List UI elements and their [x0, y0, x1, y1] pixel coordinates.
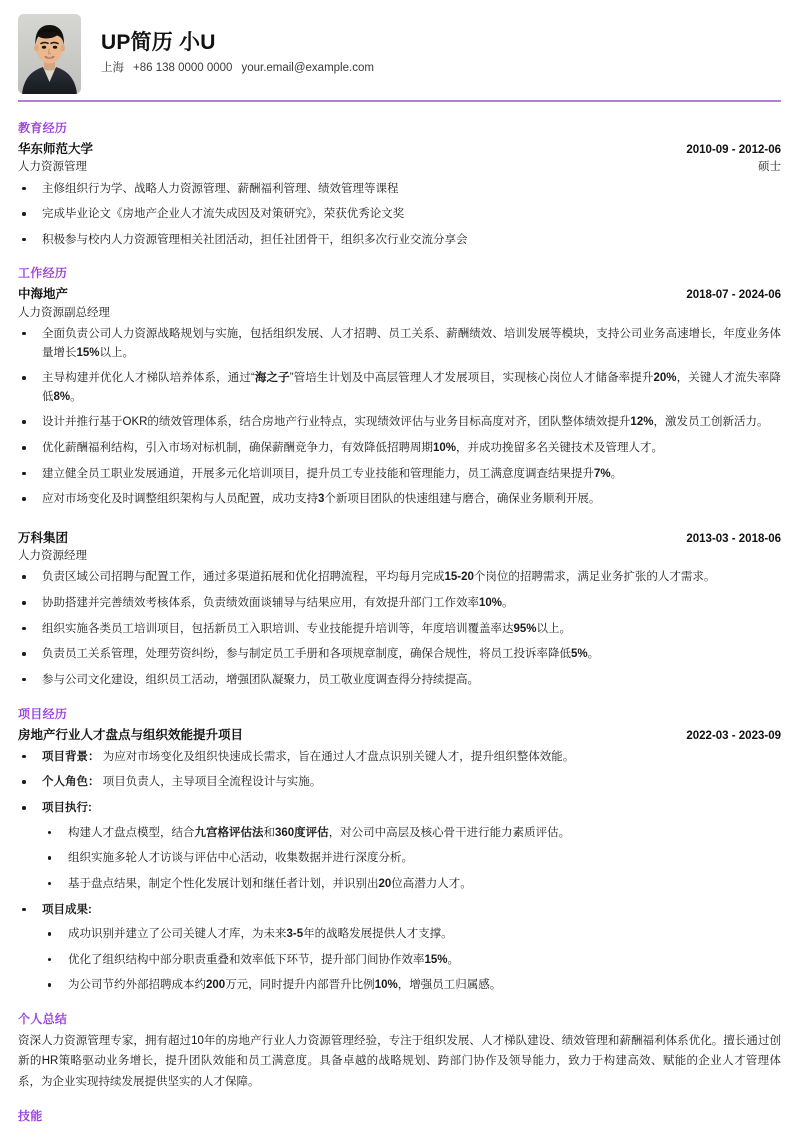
entry-spacer [18, 516, 781, 529]
highlight-text: 3 [318, 493, 325, 506]
highlight-text: 200 [206, 979, 226, 992]
work-entry [18, 529, 781, 690]
highlight-text: 15% [76, 346, 100, 359]
body-text: 。 [447, 953, 460, 966]
education-entry [18, 140, 781, 249]
body-text: 建立健全员工职业发展通道，开展多元化培训项目，提升员工专业技能和管理能力，员工满意度调查结果提升 [42, 467, 594, 480]
highlight-text: 10% [479, 597, 503, 609]
section-title-skills: 技能 [18, 1109, 43, 1124]
list-item [18, 568, 781, 587]
page-title: UP简历 小U [101, 30, 216, 54]
body-text: 为公司节约外部招聘成本约 [68, 979, 206, 992]
highlight-text: 3-5 [286, 928, 304, 941]
list-item [18, 413, 781, 432]
project-bullets [18, 748, 781, 995]
body-text: 为应对市场变化及组织快速成长需求，旨在通过人才盘点识别关键人才，提升组织整体效能。 [99, 750, 575, 763]
work-dates: 2013-03 - 2018-06 [686, 532, 781, 545]
list-item: 主修组织行为学、战略人力资源管理、薪酬福利管理、绩效管理等课程 [18, 180, 781, 199]
sub-bullets [42, 824, 781, 894]
body-text: 。 [587, 648, 600, 661]
list-item [42, 925, 781, 944]
section-title-summary: 个人总结 [18, 1012, 68, 1026]
list-item [18, 620, 781, 639]
list-item: 积极参与校内人力资源管理相关社团活动，担任社团骨干，组织多次行业交流分享会 [18, 231, 781, 250]
body-text: 优化薪酬福利结构，引入市场对标机制，确保薪酬竞争力，有效降低招聘周期 [42, 442, 433, 454]
highlight-text: 15-20 [444, 571, 474, 584]
contact-email: your.email@example.com [241, 61, 374, 74]
project-entry-head [18, 726, 781, 745]
body-text: 设计并推行基于OKR的绩效管理体系，结合房地产行业特点，实现绩效评估与业务目标高度对齐，团队整体绩效提升 [42, 416, 631, 429]
body-text: 构建人才盘点模型，结合 [68, 826, 195, 839]
project-entry [18, 726, 781, 996]
summary-paragraph: 资深人力资源管理专家，拥有超过10年的房地产行业人力资源管理经验，专注于组织发展、人才梯队建设、绩效管理和薪酬福利体系优化。擅长通过创新的HR策略驱动业务增长，提升团队效能和员工满意度。具备卓越的战略规划、跨部门协作及领导能力，致力于构建高效、赋能的企业人才管理体系，为企业实现持续发展提供坚实的人才保障。 [18, 1035, 781, 1088]
body-text: ，对公司中高层及核心骨干进行能力素质评估。 [328, 826, 571, 839]
summary-block [18, 1031, 781, 1092]
highlight-text: 12% [630, 416, 654, 429]
header-divider [18, 100, 781, 102]
highlight-text: 95% [513, 622, 537, 635]
education-role-line [18, 159, 781, 176]
body-text: ，激发员工创新活力。 [653, 416, 769, 429]
list-item: 完成毕业论文《房地产企业人才流失成因及对策研究》，荣获优秀论文奖 [18, 205, 781, 224]
list-item [18, 594, 781, 613]
body-text: ，关键人才流失率降低 [42, 372, 782, 403]
highlight-text: 7% [594, 467, 611, 480]
body-text: 个新项目团队的快速组建与磨合，确保业务顺利开展。 [324, 493, 601, 506]
body-text: 位高潜力人才。 [391, 877, 472, 890]
body-text: 以上。 [99, 346, 135, 359]
list-item [18, 439, 781, 458]
list-item [42, 849, 781, 868]
section-title-projects: 项目经历 [18, 706, 68, 721]
body-text: 成功识别并建立了公司关键人才库，为未来 [68, 928, 287, 941]
work-entry-head [18, 285, 781, 304]
work-role-line [18, 305, 781, 322]
body-text: 基于盘点结果，制定个性化发展计划和继任者计划，并识别出 [68, 877, 379, 890]
highlight-text: 项目执行: [42, 802, 92, 814]
section-title-work: 工作经历 [18, 266, 68, 281]
education-bullets [18, 180, 781, 250]
highlight-text: 九宫格评估法 [194, 826, 264, 839]
list-item [18, 465, 781, 484]
highlight-text: 海之子 [254, 372, 290, 385]
body-text: 以上。 [536, 622, 572, 635]
body-text: 个岗位的招聘需求，满足业务扩张的人才需求。 [473, 571, 716, 584]
list-item [42, 951, 781, 970]
body-text: 。 [502, 597, 514, 609]
list-item [18, 325, 781, 362]
work-org: 中海地产 [18, 287, 69, 302]
project-dates: 2022-03 - 2023-09 [686, 729, 781, 742]
body-text: 全面负责公司人力资源战略规划与实施，包括组织发展、人才招聘、员工关系、薪酬绩效、培训发展等模块，支持公司业务高速增长，年度业务体量增长 [42, 327, 781, 359]
list-item [42, 875, 781, 894]
body-text: 应对市场变化及时调整组织架构与人员配置，成功支持 [42, 493, 318, 506]
list-item [42, 824, 781, 843]
resume-header [0, 0, 799, 94]
work-dates: 2018-07 - 2024-06 [686, 289, 781, 302]
body-text: 主导构建并优化人才梯队培养体系，通过“ [42, 372, 255, 385]
list-item [18, 773, 781, 792]
list-item [18, 645, 781, 664]
header-text [101, 32, 374, 77]
education-major: 人力资源管理 [18, 161, 87, 174]
body-text: 组织实施各类员工培训项目，包括新员工入职培训、专业技能提升培训等，年度培训覆盖率达 [42, 622, 514, 635]
body-text: 万元，同时提升内部晋升比例 [225, 979, 375, 992]
avatar-photo-icon [18, 14, 81, 94]
work-entry-head [18, 529, 781, 548]
contact-line [101, 63, 374, 75]
list-item [42, 976, 781, 995]
highlight-text: 10% [374, 979, 398, 992]
highlight-text: 15% [424, 953, 448, 966]
list-item [18, 799, 781, 894]
education-degree: 硕士 [758, 161, 781, 174]
body-text: 协助搭建并完善绩效考核体系，负责绩效面谈辅导与结果应用，有效提升部门工作效率 [42, 597, 479, 609]
highlight-text: 360度评估 [275, 826, 329, 839]
list-item [18, 671, 781, 690]
work-entries [18, 285, 781, 689]
education-dates: 2010-09 - 2012-06 [686, 144, 781, 156]
project-entries [18, 726, 781, 996]
highlight-text: 个人角色： [42, 776, 100, 789]
work-entry [18, 285, 781, 509]
work-bullets [18, 568, 781, 689]
body-text: 。 [610, 467, 623, 480]
work-bullets [18, 325, 781, 509]
body-text: 组织实施多轮人才访谈与评估中心活动，收集数据并进行深度分析。 [68, 852, 413, 865]
education-entry-head [18, 140, 781, 159]
body-text: 项目负责人，主导项目全流程设计与实施。 [99, 776, 322, 789]
highlight-text: 项目背景： [42, 750, 100, 763]
list-item [18, 901, 781, 996]
body-text: ，并成功挽留多名关键技术及管理人才。 [456, 442, 664, 454]
highlight-text: 5% [571, 648, 588, 661]
body-text: 负责区域公司招聘与配置工作，通过多渠道拓展和优化招聘流程，平均每月完成 [42, 571, 445, 584]
highlight-text: 8% [53, 390, 71, 403]
work-role-line [18, 548, 781, 565]
body-text: 。 [70, 390, 82, 403]
body-text: 和 [263, 826, 275, 839]
resume-body [0, 121, 799, 1124]
list-item [18, 748, 781, 767]
highlight-text: 20% [653, 372, 677, 385]
list-item [18, 490, 781, 509]
body-text: ”管培生计划及中高层管理人才发展项目，实现核心岗位人才储备率提升 [289, 372, 654, 385]
body-text: 优化了组织结构中部分职责重叠和效率低下环节，提升部门间协作效率 [68, 953, 425, 966]
body-text: ，增强员工归属感。 [397, 979, 502, 992]
body-text: 参与公司文化建设，组织员工活动，增强团队凝聚力，员工敬业度调查得分持续提高。 [42, 673, 479, 686]
sub-bullets [42, 925, 781, 995]
work-role: 人力资源经理 [18, 550, 87, 563]
highlight-text: 10% [433, 442, 457, 454]
work-role: 人力资源副总经理 [18, 306, 110, 319]
body-text: 年的战略发展提供人才支撑。 [303, 928, 453, 941]
contact-location: 上海 [101, 61, 124, 74]
highlight-text: 项目成果: [42, 903, 92, 916]
avatar [18, 14, 81, 94]
work-org: 万科集团 [18, 530, 69, 545]
project-name: 房地产行业人才盘点与组织效能提升项目 [18, 727, 244, 742]
section-title-education: 教育经历 [18, 121, 68, 135]
highlight-text: 20 [378, 877, 392, 890]
body-text: 负责员工关系管理，处理劳资纠纷，参与制定员工手册和各项规章制度，确保合规性，将员工投诉率降低 [42, 648, 571, 661]
contact-phone: +86 138 0000 0000 [133, 61, 233, 74]
education-org: 华东师范大学 [18, 142, 94, 156]
list-item [18, 369, 781, 406]
